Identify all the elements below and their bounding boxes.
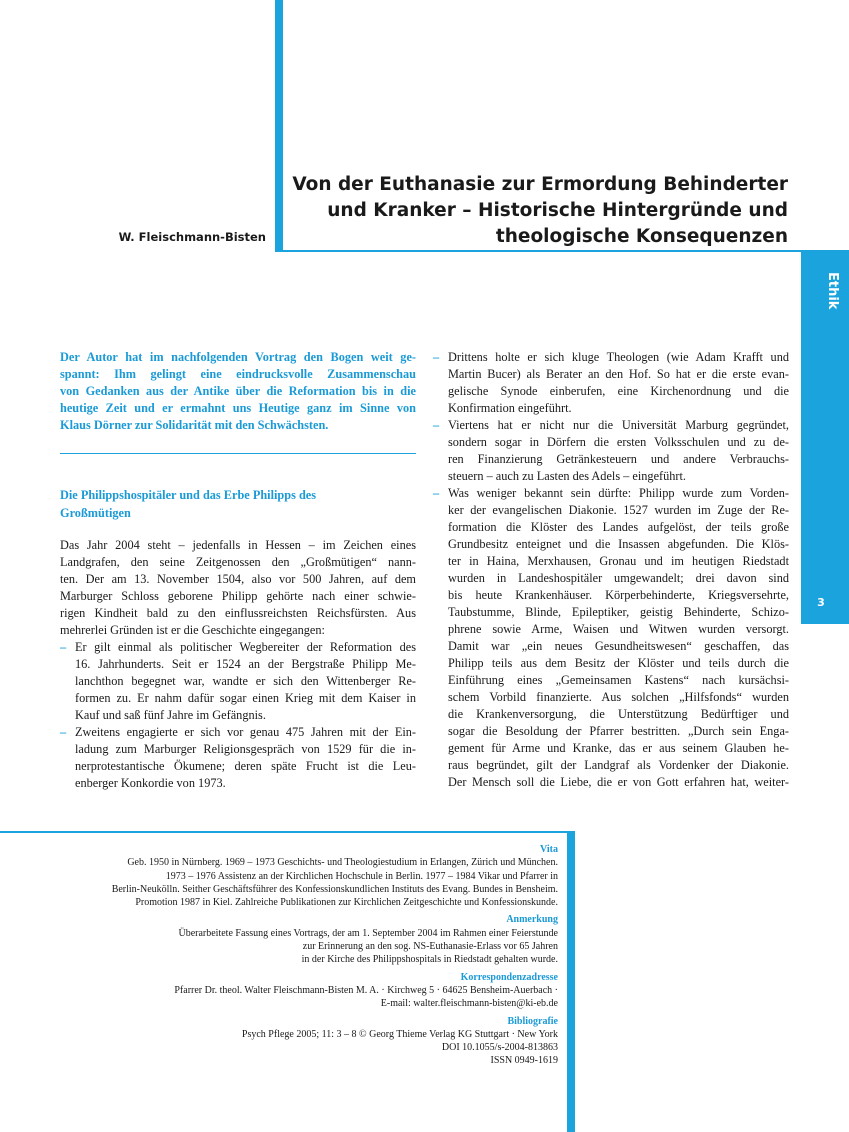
vita-line: Promotion 1987 in Kiel. Zahlreiche Publikationen zur Kirchlichen Zeitgeschichte und Konfessionskunde. <box>135 897 558 909</box>
info-box-top-rule <box>0 831 575 833</box>
article-title <box>290 172 788 250</box>
text-line: bis heute Krankenhäuser. Körperbehinderte, Kriegsversehrte, <box>448 588 789 602</box>
text-line: rigen Kindheit bald zu den einflussreichsten Reichsfürsten. Aus <box>60 606 416 620</box>
bullet-dash: – <box>433 486 440 500</box>
text-line: wurden in Landeshospitäler umgewandelt; drei davon sind <box>448 571 789 585</box>
page-number: 3 <box>817 596 825 609</box>
left-column <box>60 537 416 792</box>
text-line: ten. Der am 13. November 1504, also vor 500 Jahren, auf dem <box>60 572 416 586</box>
note-line: in der Kirche des Philippshospitals in Riedstadt gehalten wurde. <box>301 954 558 966</box>
vita-line: Berlin-Neukölln. Seither Geschäftsführer des Konfessionskundlichen Instituts des Evang. Bundes in Bensheim. <box>111 883 558 895</box>
text-line: Was weniger bekannt sein dürfte: Philipp wurde zum Vorden- <box>448 486 789 500</box>
address-line: Pfarrer Dr. theol. Walter Fleischmann-Bisten M. A. · Kirchweg 5 · 64625 Bensheim-Auerbach · <box>174 984 558 996</box>
text-line: formen zu. Er nahm dafür sogar einen Krieg mit dem Kaiser in <box>75 691 416 705</box>
text-line: Er gilt einmal als politischer Wegbereiter der Reformation des <box>75 640 416 654</box>
text-line: sogar die Besoldung der Pfarrer bestritten. „Durch sein Enga- <box>448 724 789 738</box>
address-email: E-mail: walter.fleischmann-bisten@ki-eb.de <box>380 998 558 1010</box>
bibliography-issn: ISSN 0949-1619 <box>490 1055 558 1067</box>
text-line: ladung zum Marburger Religionsgespräch von 1529 für die in- <box>75 742 416 756</box>
text-line: Landgrafen, den seine Zeitgenossen den „Großmütigen“ nann- <box>60 555 416 569</box>
bullet-item <box>433 485 789 791</box>
text-line: ker der evangelischen Diakonie. 1527 wurden im Zuge der Re- <box>448 503 789 517</box>
text-line: enberger Konkordie von 1973. <box>75 776 226 790</box>
abstract-line: Klaus Dörner zur Solidarität mit den Schwächsten. <box>60 418 329 432</box>
note-line: Überarbeitete Fassung eines Vortrags, der am 1. September 2004 im Rahmen einer Feierstunde <box>178 927 558 939</box>
text-line: mehrerlei Gründen ist er die Geschichte eingegangen: <box>60 623 325 637</box>
text-line: Marburger Schloss geborene Philipp gehörte nach einer schwie- <box>60 589 416 603</box>
bullet-dash: – <box>60 640 67 654</box>
text-line: Philipp teils aus dem Besitz der Klöster und teils durch die <box>448 656 789 670</box>
bullet-item <box>60 639 416 724</box>
info-box <box>20 843 558 1068</box>
text-line: phrene sowie Arme, Waisen und Witwen wurden versorgt. <box>448 622 789 636</box>
text-line: Der Mensch soll die Liebe, die er von Gott erfahren hat, weiter- <box>448 775 789 789</box>
text-line: ter in Haina, Merxhausen, Gronau und im heutigen Riedstadt <box>448 554 789 568</box>
text-line: schem Vorbild finanzierte. Aus solchen „Hilfsfonds“ wurden <box>448 690 789 704</box>
note-heading: Anmerkung <box>506 914 558 926</box>
text-line: nerprotestantische Ökumene; deren späte Frucht ist die Leu- <box>75 759 416 773</box>
section-heading <box>60 486 416 522</box>
abstract-divider <box>60 453 416 454</box>
text-line: formation die Klöster des Landes aufgelöst, der teils große <box>448 520 789 534</box>
title-line: und Kranker – Historische Hintergründe und <box>327 200 788 221</box>
title-line: Von der Euthanasie zur Ermordung Behinderter <box>292 174 788 195</box>
text-line: Kauf und saß fünf Jahre im Gefängnis. <box>75 708 266 722</box>
text-line: Viertens hat er nicht nur die Universität Marburg gegründet, <box>448 418 789 432</box>
bullet-dash: – <box>433 350 440 364</box>
bullet-item <box>433 417 789 485</box>
bullet-item <box>433 349 789 417</box>
text-line: die Krankenversorgung, die Unterstützung Bedürftiger und <box>448 707 789 721</box>
vita-heading: Vita <box>540 844 558 855</box>
section-heading-line: Die Philippshospitäler und das Erbe Philipps des <box>60 488 317 502</box>
text-line: lanchthon begegnet war, wandte er sich den Wittenberger Re- <box>75 674 416 688</box>
text-line: gement für Arme und Kranke, das er aus seinem Glauben he- <box>448 741 789 755</box>
text-line: Konfirmation eingeführt. <box>448 401 572 415</box>
abstract-line: Der Autor hat im nachfolgenden Vortrag den Bogen weit ge- <box>60 350 416 364</box>
bibliography-line: Psych Pflege 2005; 11: 3 – 8 © Georg Thieme Verlag KG Stuttgart · New York <box>241 1028 558 1040</box>
header-horizontal-rule <box>275 250 849 252</box>
note-line: zur Erinnerung an den sog. NS-Euthanasie-Erlass vor 65 Jahren <box>302 941 558 953</box>
abstract <box>60 349 416 434</box>
text-line: Martin Bucer) als Berater an den Hof. So hat er die erste evan- <box>448 367 789 381</box>
section-side-label: Ethik <box>825 272 840 310</box>
right-column <box>433 349 789 791</box>
bibliography-heading: Bibliografie <box>507 1015 558 1027</box>
intro-paragraph <box>60 537 416 639</box>
section-heading-line: Großmütigen <box>60 506 131 520</box>
abstract-line: spannt: Ihm gelingt eine eindrucksvolle Zusammenschau <box>60 367 416 381</box>
text-line: Damit war „ein neues Gesundheitswesen“ geschaffen, das <box>448 639 789 653</box>
header-vertical-rule <box>275 0 283 252</box>
bullet-dash: – <box>433 418 440 432</box>
address-heading: Korrespondenzadresse <box>460 971 558 983</box>
text-line: 16. Jahrhunderts. Seit er 1524 an der Bergstraße Philipp Me- <box>75 657 416 671</box>
text-line: steuern – auch zu Lasten des Adels – eingeführt. <box>448 469 687 483</box>
vita-line: Geb. 1950 in Nürnberg. 1969 – 1973 Geschichts- und Theologiestudium in Erlangen, Zürich und München. <box>127 857 558 869</box>
text-line: raus begründet, gilt der Landgraf als Vordenker der Diakonie. <box>448 758 789 772</box>
text-line: Grundbesitz enteignet und die Insassen abgefunden. Die Klös- <box>448 537 789 551</box>
author-name: W. Fleischmann-Bisten <box>118 230 266 244</box>
text-line: gelische Synode einberufen, eine Kirchenordnung und die <box>448 384 789 398</box>
text-line: Einführung eines „Gemeinsamen Kastens“ nach kursächsi- <box>448 673 789 687</box>
title-line: theologische Konsequenzen <box>495 226 788 247</box>
vita-line: 1973 – 1976 Assistenz an der Kirchlichen Hochschule in Berlin. 1977 – 1984 Vikar und Pfarrer in <box>165 870 558 882</box>
text-line: Drittens holte er sich kluge Theologen (wie Adam Krafft und <box>448 350 789 364</box>
text-line: ren Finanzierung Getränkesteuern und andere Verbrauchs- <box>448 452 789 466</box>
abstract-line: von Gedanken aus der Antike über die Reformation bis in die <box>60 384 416 398</box>
bullet-dash: – <box>60 725 67 739</box>
bullet-item <box>60 724 416 792</box>
text-line: Das Jahr 2004 steht – jedenfalls in Hessen – im Zeichen eines <box>60 538 416 552</box>
text-line: Taubstumme, Blinde, Epileptiker, geistig Behinderte, Schizo- <box>448 605 789 619</box>
text-line: Zweitens engagierte er sich vor genau 475 Jahren mit der Ein- <box>75 725 416 739</box>
text-line: sondern sogar in Dörfern die ersten Volksschulen und zu de- <box>448 435 789 449</box>
info-box-side-rule <box>567 831 575 1132</box>
bibliography-doi: DOI 10.1055/s-2004-813863 <box>441 1042 558 1054</box>
abstract-line: heutige Zeit und er ermahnt uns Heutige ganz im Sinne von <box>60 401 416 415</box>
